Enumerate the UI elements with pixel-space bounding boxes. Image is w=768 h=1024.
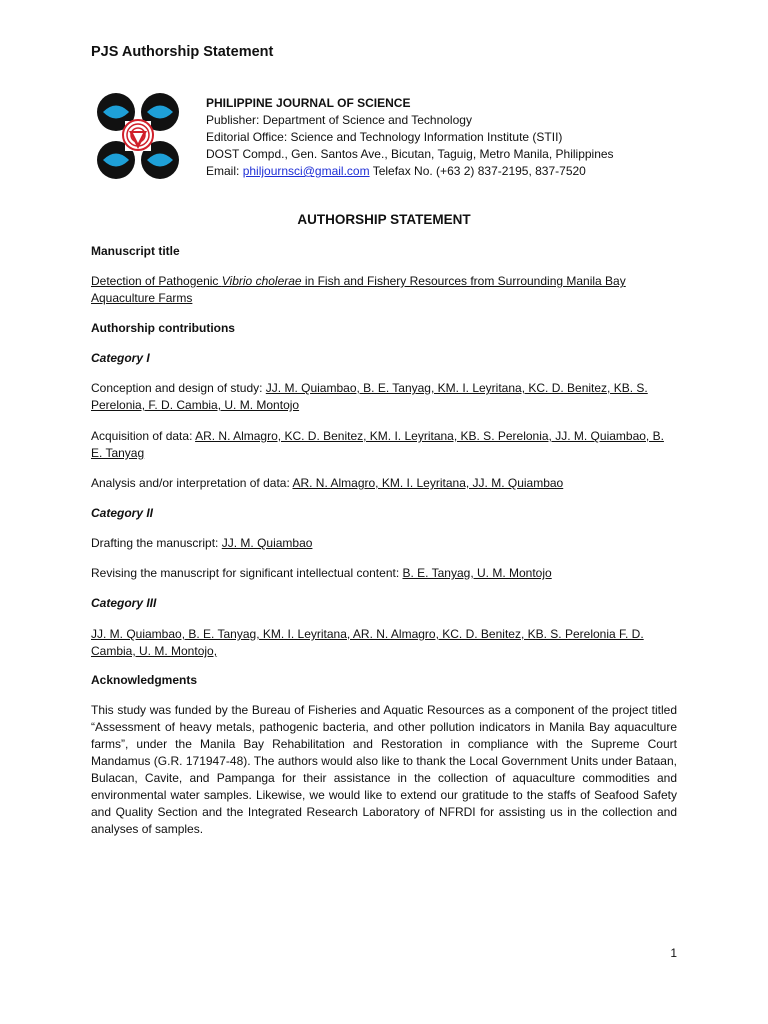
manuscript-title-pre: Detection of Pathogenic: [91, 274, 222, 288]
drafting-authors: JJ. M. Quiambao: [221, 536, 313, 550]
drafting-label: Drafting the manuscript:: [91, 536, 222, 550]
conception-line: [91, 380, 677, 414]
category-1-label: Category I: [91, 351, 150, 365]
journal-name: PHILIPPINE JOURNAL OF SCIENCE: [206, 96, 411, 110]
category-2-label: Category II: [91, 506, 154, 520]
acquisition-authors: AR. N. Almagro, KC. D. Benitez, KM. I. Leyritana, KB. S. Perelonia, JJ. M. Quiambao, B. E. Tanyag: [91, 429, 664, 460]
journal-info: [206, 95, 614, 180]
acquisition-label: Acquisition of data:: [91, 429, 196, 443]
manuscript-title: [91, 273, 677, 307]
contributions-heading: Authorship contributions: [91, 321, 235, 335]
revising-label: Revising the manuscript for significant intellectual content:: [91, 566, 403, 580]
statement-title: AUTHORSHIP STATEMENT: [297, 212, 471, 227]
category-3-label: Category III: [91, 596, 157, 610]
journal-publisher: Publisher: Department of Science and Technology: [206, 113, 472, 127]
analysis-line: [91, 475, 677, 492]
acknowledgments-heading: Acknowledgments: [91, 673, 198, 687]
journal-contact-line: [206, 163, 614, 180]
acknowledgments-text: This study was funded by the Bureau of Fisheries and Aquatic Resources as a component of the project titled “Assessment of heavy metals, pathogenic bacteria, and other pollution indicators in Manila Bay aquaculture farms”, under the Manila Bay Rehabilitation and Restoration in compliance with the Supreme Court Mandamus (G.R. 171947-48). The authors would also like to thank the Local Government Units under Bataan, Bulacan, Cavite, and Pampanga for their assistance in the collection of aquaculture commodities and environmental water samples. Likewise, we would like to extend our gratitude to the staffs of Seafood Safety and Quality Section and the Integrated Research Laboratory of NFRDI for assisting us in the collection and analyses of samples.: [91, 703, 677, 836]
acquisition-line: [91, 428, 677, 462]
revising-line: [91, 565, 677, 582]
email-label: Email:: [206, 164, 243, 178]
pjs-logo: [95, 91, 181, 181]
manuscript-heading: Manuscript title: [91, 244, 180, 258]
document-header-title: PJS Authorship Statement: [91, 44, 274, 60]
page-number: 1: [670, 946, 677, 960]
analysis-authors: AR. N. Almagro, KM. I. Leyritana, JJ. M. Quiambao: [292, 476, 564, 490]
manuscript-title-post: in Fish and Fishery Resources from Surrounding Manila Bay Aquaculture Farms: [91, 274, 626, 305]
drafting-line: [91, 535, 677, 552]
revising-authors: B. E. Tanyag, U. M. Montojo: [402, 566, 552, 580]
email-link[interactable]: philjournsci@gmail.com: [242, 164, 370, 178]
manuscript-title-species: Vibrio cholerae: [221, 274, 302, 288]
conception-label: Conception and design of study:: [91, 381, 266, 395]
telefax-text: Telefax No. (+63 2) 837-2195, 837-7520: [369, 164, 586, 178]
analysis-label: Analysis and/or interpretation of data:: [91, 476, 293, 490]
conception-authors: JJ. M. Quiambao, B. E. Tanyag, KM. I. Leyritana, KC. D. Benitez, KB. S. Perelonia, F. D. Cambia, U. M. Montojo: [91, 381, 648, 412]
category-3-authors: JJ. M. Quiambao, B. E. Tanyag, KM. I. Leyritana, AR. N. Almagro, KC. D. Benitez, KB. S. Perelonia F. D. Cambia, U. M. Montojo,: [91, 627, 644, 658]
journal-address: DOST Compd., Gen. Santos Ave., Bicutan, Taguig, Metro Manila, Philippines: [206, 147, 614, 161]
journal-editorial-office: Editorial Office: Science and Technology Information Institute (STII): [206, 130, 563, 144]
